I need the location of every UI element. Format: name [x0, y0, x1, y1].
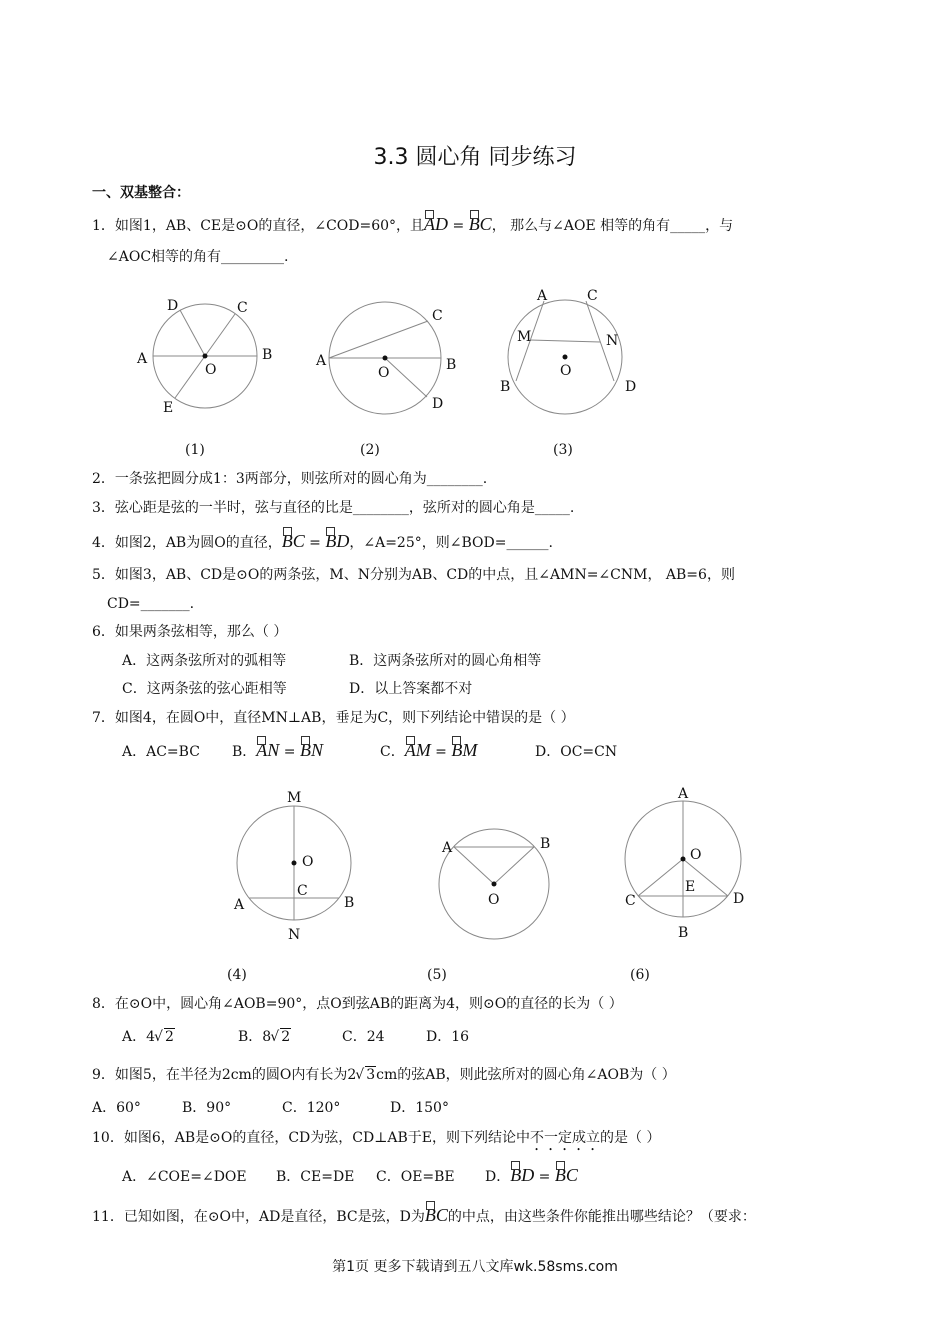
fig3-label-N: N: [606, 333, 619, 349]
fig1-label-O: O: [205, 362, 217, 378]
q7-b-arc-1: AN: [256, 740, 280, 760]
question-2: 2．一条弦把圆分成1：3两部分，则弦所对的圆心角为________.: [92, 471, 488, 487]
figure-2-caption: (2): [360, 442, 380, 458]
fig6-label-A: A: [678, 786, 689, 802]
fig3-label-O: O: [560, 363, 572, 379]
q4-text-b: ，∠A=25°，则∠BOD=______.: [349, 535, 553, 551]
q4-text-a: 4．如图2，AB为圆O的直径，: [92, 535, 282, 551]
figure-5-caption: (5): [427, 967, 447, 983]
q11-text-a: 11．已知如图，在⊙O中，AD是直径，BC是弦，D为: [92, 1209, 425, 1225]
q10-d-arc-1: BD: [510, 1165, 535, 1185]
q8-a-radicand: 2: [165, 1029, 174, 1045]
question-7-stem: 7．如图4，在圆O中，直径MN⊥AB，垂足为C，则下列结论中错误的是（ ）: [92, 710, 575, 726]
fig6-label-B: B: [678, 925, 689, 941]
fig2-label-C: C: [432, 308, 443, 324]
fig3-label-C: C: [587, 288, 598, 304]
question-8-stem: 8．在⊙O中，圆心角∠AOB=90°，点O到弦AB的距离为4，则⊙O的直径的长为（ ）: [92, 996, 623, 1012]
q7-c-eq: =: [430, 744, 452, 760]
fig4-label-B: B: [344, 895, 355, 911]
question-7-option-c: [380, 740, 477, 762]
question-9-option-a: A．60°: [92, 1100, 141, 1116]
question-5-line-1: 5．如图3，AB、CD是⊙O的两条弦，M、N分别为AB、CD的中点，且∠AMN=∠CNM， AB=6，则: [92, 567, 735, 583]
fig4-label-M: M: [287, 790, 302, 806]
fig6-label-O: O: [690, 847, 702, 863]
question-6-option-d: D．以上答案都不对: [349, 681, 473, 697]
question-7-option-d: D．OC=CN: [535, 744, 618, 760]
question-9-option-d: D．150°: [390, 1100, 449, 1116]
fig1-label-D: D: [167, 298, 179, 314]
fig1-label-A: A: [137, 351, 148, 367]
q7-c-arc-1: AM: [404, 740, 431, 760]
q11-text-b: 的中点，由这些条件你能推出哪些结论？（要求：: [447, 1209, 756, 1225]
fig4-label-C: C: [297, 883, 308, 899]
question-8-option-c: C．24: [342, 1029, 385, 1045]
q10-text-a: 10．如图6，AB是⊙O的直径，CD为弦，CD⊥AB于E，则下列结论中: [92, 1130, 530, 1146]
question-1-line-1: [92, 214, 733, 236]
figures-4-6: [220, 780, 760, 990]
q9-text-a: 9．如图5，在半径为2cm的圆O内有长为2: [92, 1067, 357, 1083]
question-6-option-c: C．这两条弦的弦心距相等: [122, 681, 287, 697]
q1-arc-2: BC: [468, 214, 492, 234]
question-11-stem: [92, 1205, 756, 1227]
question-10-stem: [92, 1128, 660, 1154]
fig2-label-A: A: [316, 353, 327, 369]
q8-a-label: A．4: [122, 1029, 156, 1045]
q1-arc-1: AD: [424, 214, 449, 234]
q1-text-b: ， 那么与∠AOE 相等的角有_____，与: [491, 218, 734, 234]
fig3-label-A: A: [537, 288, 548, 304]
fig6-label-D: D: [733, 891, 745, 907]
question-7-option-b: [232, 740, 323, 762]
fig4-label-O: O: [302, 854, 314, 870]
figure-1-caption: (1): [185, 442, 205, 458]
fig2-label-O: O: [378, 365, 390, 381]
question-10-option-d: [485, 1165, 578, 1187]
q10-emphasis: 不一定成立: [529, 1130, 600, 1146]
section-heading: 一、双基整合：: [92, 185, 190, 201]
question-10-option-a: A．∠COE=∠DOE: [122, 1169, 247, 1185]
fig1-label-B: B: [262, 347, 273, 363]
page-title: 3.3 圆心角 同步练习: [373, 145, 577, 170]
figure-3-caption: (3): [553, 442, 573, 458]
question-8-option-b: [238, 1027, 291, 1047]
question-7-option-a: A．AC=BC: [122, 744, 200, 760]
q8-b-label: B．8: [238, 1029, 272, 1045]
q9-sqrt: [356, 1067, 376, 1083]
question-1-line-2: ∠AOC相等的角有_________.: [107, 249, 289, 265]
q11-arc: BC: [424, 1205, 448, 1225]
question-10-option-b: B．CE=DE: [276, 1169, 355, 1185]
question-10-option-c: C．OE=BE: [376, 1169, 455, 1185]
q1-text-a: 1．如图1，AB、CE是⊙O的直径，∠COD=60°，且: [92, 218, 425, 234]
figure-2: [315, 302, 456, 458]
fig3-label-M: M: [517, 329, 532, 345]
fig1-label-E: E: [163, 400, 174, 416]
figures-1-3: [120, 285, 680, 465]
q8-b-sqrt: [271, 1029, 291, 1045]
question-9-option-b: B．90°: [182, 1100, 232, 1116]
q10-d-label: D．: [485, 1169, 511, 1185]
figure-5: [427, 829, 550, 983]
fig2-label-B: B: [446, 357, 457, 373]
figure-6: [625, 786, 744, 983]
q9-radicand: 3: [366, 1067, 376, 1083]
q4-arc-2: BD: [325, 531, 350, 551]
question-6-option-b: B．这两条弦所对的圆心角相等: [349, 653, 542, 669]
q7-b-eq: =: [279, 744, 300, 760]
q8-b-radicand: 2: [281, 1029, 291, 1045]
q7-b-label: B．: [232, 744, 257, 760]
q10-text-b: 的是（ ）: [599, 1130, 661, 1146]
q8-a-sqrt: [155, 1029, 175, 1045]
question-6-option-a: A．这两条弦所对的弧相等: [122, 653, 287, 669]
fig4-label-A: A: [234, 897, 245, 913]
fig6-label-E: E: [685, 879, 696, 895]
fig3-label-B: B: [500, 379, 511, 395]
fig3-label-D: D: [625, 379, 637, 395]
q7-b-arc-2: BN: [299, 740, 323, 760]
q7-c-arc-2: BM: [451, 740, 478, 760]
figure-1: [136, 298, 272, 458]
q4-eq: =: [304, 535, 326, 551]
question-9-stem: [92, 1065, 676, 1085]
figure-4-caption: (4): [227, 967, 247, 983]
fig5-label-O: O: [488, 892, 500, 908]
page-footer: 第1页 更多下载请到五八文库wk.58sms.com: [332, 1259, 618, 1275]
question-3: 3．弦心距是弦的一半时，弦与直径的比是________，弦所对的圆心角是_____.: [92, 500, 575, 516]
question-8-option-a: [122, 1027, 175, 1047]
fig6-label-C: C: [625, 893, 636, 909]
q10-d-arc-2: BC: [554, 1165, 578, 1185]
question-9-option-c: C．120°: [282, 1100, 341, 1116]
q10-d-eq: =: [534, 1169, 555, 1185]
q7-c-label: C．: [380, 744, 405, 760]
q4-arc-1: BC: [281, 531, 305, 551]
figure-4: [227, 790, 354, 983]
fig2-label-D: D: [432, 396, 444, 412]
fig5-label-B: B: [540, 836, 551, 852]
q1-eq: =: [448, 218, 469, 234]
question-8-option-d: D．16: [426, 1029, 470, 1045]
q9-text-b: cm的弦AB，则此弦所对的圆心角∠AOB为（ ）: [376, 1067, 676, 1083]
figure-3: [500, 288, 636, 458]
fig1-label-C: C: [237, 300, 248, 316]
question-4: [92, 531, 553, 553]
fig4-label-N: N: [288, 927, 301, 943]
figure-6-caption: (6): [630, 967, 650, 983]
question-5-line-2: CD=_______.: [107, 596, 195, 612]
fig5-label-A: A: [442, 840, 453, 856]
question-6-stem: 6．如果两条弦相等，那么（ ）: [92, 624, 288, 640]
